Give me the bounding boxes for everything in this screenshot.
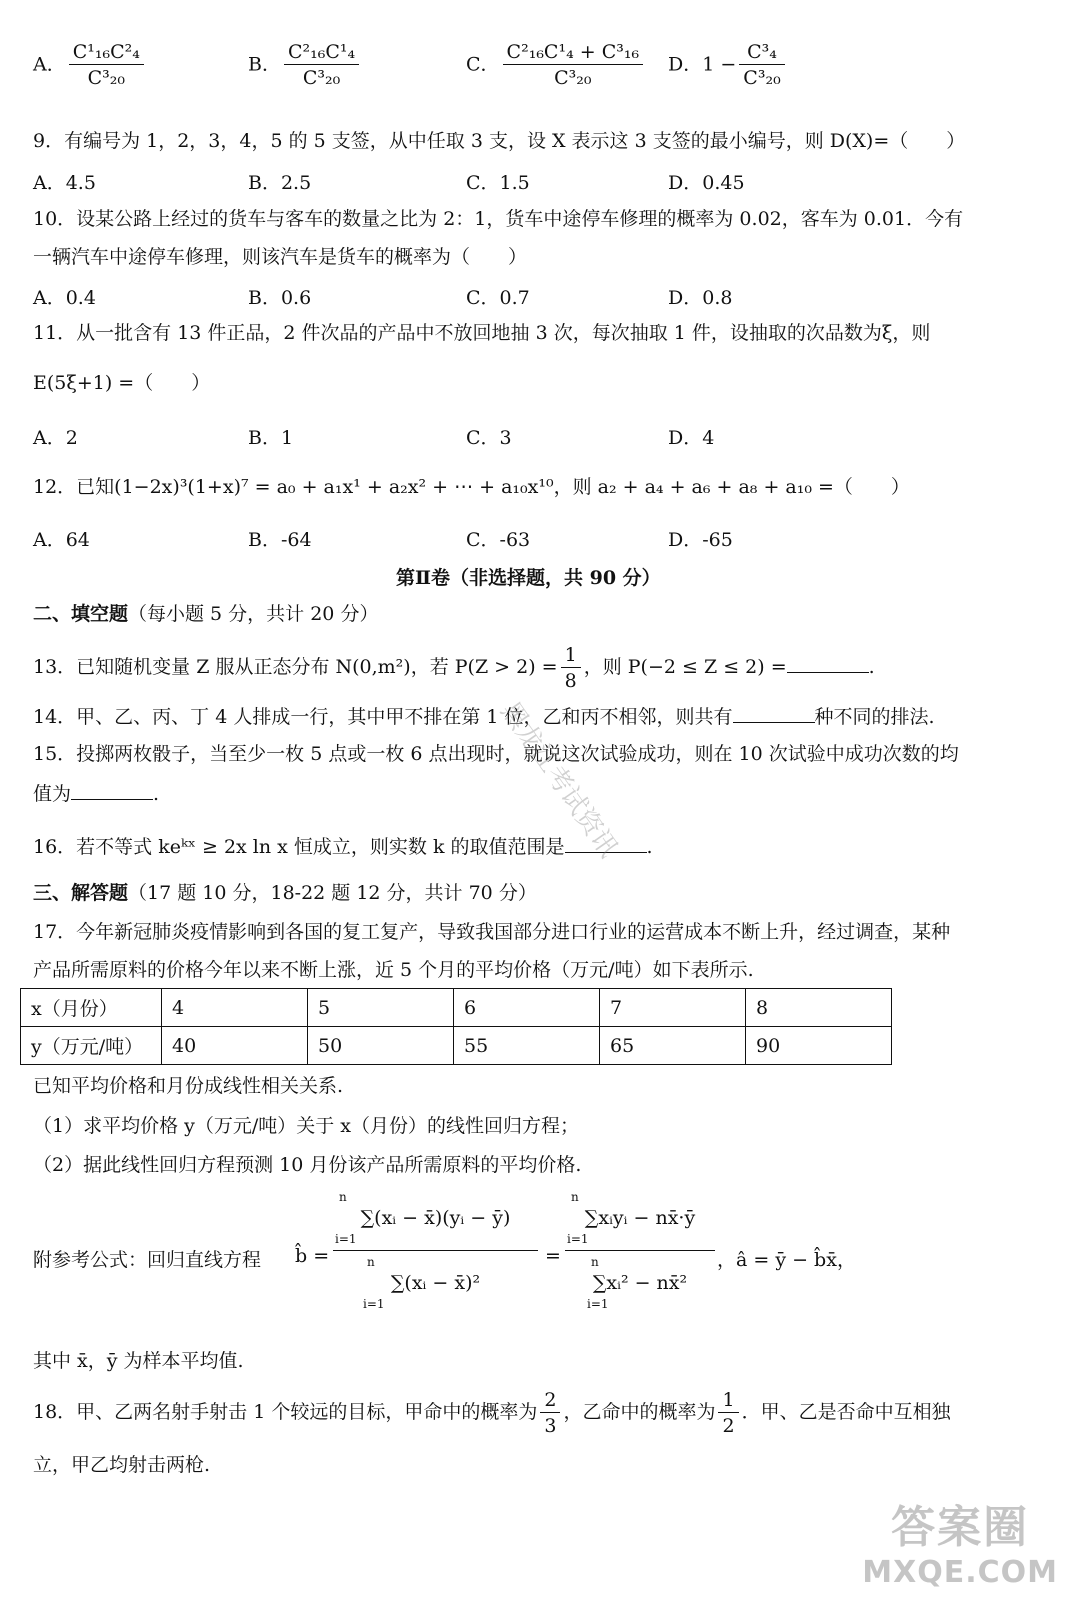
q9-option-b: B．2.5 (248, 172, 312, 194)
q12-option-b: B．-64 (248, 529, 312, 551)
formula-label: 附参考公式：回归直线方程 (33, 1249, 262, 1271)
q13-stem: 13．已知随机变量 Z 服从正态分布 N(0,m²)，若 P(Z > 2) = $\frac{1}{8}$ ，则 P(−2 ≤ Z ≤ 2) = . (33, 643, 875, 692)
table-cell: 90 (746, 1027, 892, 1065)
q8-option-c: C． $\frac{\text{C²₁₆C¹₄ + C³₁₆}}{\text{C³₂₀}}$ (466, 40, 646, 91)
q12-stem: 12．已知(1−2x)³(1+x)⁷ = a₀ + a₁x¹ + a₂x² + ⋯ + a₁₀x¹⁰，则 a₂ + a₄ + a₆ + a₈ + a₁₀ =（ ） (33, 476, 910, 498)
part2-title: 第Ⅱ卷（非选择题，共 90 分） (396, 567, 661, 589)
q9-option-a: A．4.5 (33, 172, 96, 194)
formula-bhat: b̂ = (295, 1245, 330, 1267)
fraction: $\frac{\text{C²₁₆C¹₄}}{\text{C³₂₀}}$ (284, 40, 359, 91)
q11-option-d: D．4 (668, 427, 715, 449)
table-row (21, 1027, 892, 1065)
answer-blank[interactable] (71, 779, 153, 800)
site-logo: 答案圈 MXQE.COM (862, 1502, 1058, 1590)
table-cell: 5 (308, 989, 454, 1027)
formula-fraction-2: n ∑xᵢyᵢ − nx̄·ȳ i=1 n ∑xᵢ² − nx̄² i=1 (565, 1190, 715, 1311)
q10-option-a: A．0.4 (33, 287, 96, 309)
watermark-text: 黑龙江考试资讯 (494, 696, 624, 864)
q9-option-c: C．1.5 (466, 172, 530, 194)
table-cell: 65 (600, 1027, 746, 1065)
q11-option-a: A．2 (33, 427, 78, 449)
table-cell: 55 (454, 1027, 600, 1065)
q8-option-b: B． $\frac{\text{C²₁₆C¹₄}}{\text{C³₂₀}}$ (248, 40, 362, 91)
q14-stem: 14．甲、乙、丙、丁 4 人排成一行，其中甲不排在第 1 位，乙和丙不相邻，则共有 种不同的排法. (33, 702, 1050, 730)
q11-stem-line2: E(5ξ+1) =（ ） (33, 372, 211, 394)
q8-option-a (33, 40, 147, 91)
q11-stem-line1: 11．从一批含有 13 件正品，2 件次品的产品中不放回地抽 3 次，每次抽取 1 件，设抽取的次品数为ξ，则 (33, 322, 931, 344)
q15-stem-line1: 15．投掷两枚骰子，当至少一枚 5 点或一枚 6 点出现时，就说这次试验成功，则在 10 次试验中成功次数的均 (33, 743, 959, 765)
q10-option-d: D．0.8 (668, 287, 733, 309)
q8-option-d: D．1 − $\frac{\text{C³₄}}{\text{C³₂₀}}$ (668, 40, 788, 91)
table-cell: 7 (600, 989, 746, 1027)
q17-stem-line3: 已知平均价格和月份成线性相关关系. (33, 1075, 344, 1097)
table-row (21, 989, 892, 1027)
table-header-cell: y（万元/吨） (21, 1027, 162, 1065)
table-cell: 4 (162, 989, 308, 1027)
q12-option-c: C．-63 (466, 529, 531, 551)
q9-stem: 9．有编号为 1，2，3，4，5 的 5 支签，从中任取 3 支，设 X 表示这 3 支签的最小编号，则 D(X)=（ ） (33, 130, 966, 152)
q15-stem-line2: 值为 . (33, 779, 1050, 807)
q10-option-c: C．0.7 (466, 287, 530, 309)
q10-stem-line2: 一辆汽车中途停车修理，则该汽车是货车的概率为（ ） (33, 246, 528, 268)
q12-option-d: D．-65 (668, 529, 733, 551)
q17-data-table (20, 988, 892, 1065)
fraction: $\frac{\text{C¹₁₆C²₄}}{\text{C³₂₀}}$ (69, 40, 144, 91)
section2-heading: 二、填空题（每小题 5 分，共计 20 分） (33, 603, 379, 625)
table-header-cell: x（月份） (21, 989, 162, 1027)
formula-ahat: ，â = ȳ − b̂x̄， (717, 1249, 856, 1271)
q17-subquestion-1: （1）求平均价格 y（万元/吨）关于 x（月份）的线性回归方程； (33, 1115, 580, 1137)
q17-note: 其中 x̄，ȳ 为样本平均值. (33, 1350, 244, 1372)
q17-stem-line1: 17．今年新冠肺炎疫情影响到各国的复工复产，导致我国部分进口行业的运营成本不断上升，经过调查，某种 (33, 921, 951, 943)
q9-option-d: D．0.45 (668, 172, 745, 194)
q11-option-b: B．1 (248, 427, 294, 449)
fraction: $\frac{\text{C³₄}}{\text{C³₂₀}}$ (739, 40, 784, 91)
q12-option-a: A．64 (33, 529, 90, 551)
q17-subquestion-2: （2）据此线性回归方程预测 10 月份该产品所需原料的平均价格. (33, 1154, 582, 1176)
formula-fraction-1: n ∑(xᵢ − x̄)(yᵢ − ȳ) i=1 n ∑(xᵢ − x̄)² i=1 (333, 1190, 538, 1311)
fraction: $\frac{1}{8}$ (561, 643, 581, 694)
answer-blank[interactable] (787, 652, 869, 673)
fraction: $\frac{1}{2}$ (718, 1388, 738, 1439)
q10-option-b: B．0.6 (248, 287, 312, 309)
answer-blank[interactable] (733, 702, 815, 723)
q16-stem: 16．若不等式 keᵏˣ ≥ 2x ln x 恒成立，则实数 k 的取值范围是 . (33, 832, 1050, 860)
option-label: A． (33, 53, 66, 76)
table-cell: 40 (162, 1027, 308, 1065)
fraction-bar (565, 1250, 715, 1251)
section3-heading: 三、解答题（17 题 10 分，18-22 题 12 分，共计 70 分） (33, 882, 537, 904)
table-cell: 8 (746, 989, 892, 1027)
fraction: $\frac{2}{3}$ (540, 1388, 560, 1439)
table-cell: 50 (308, 1027, 454, 1065)
fraction-bar (333, 1250, 538, 1251)
q11-option-c: C．3 (466, 427, 512, 449)
q17-stem-line2: 产品所需原料的价格今年以来不断上涨，近 5 个月的平均价格（万元/吨）如下表所示. (33, 959, 754, 981)
q18-stem-line1: 18．甲、乙两名射手射击 1 个较远的目标，甲命中的概率为 $\frac{2}{3}$ ，乙命中的概率为 $\frac{1}{2}$ ．甲、乙是否命中互相独 (33, 1388, 951, 1437)
q10-stem-line1: 10．设某公路上经过的货车与客车的数量之比为 2：1，货车中途停车修理的概率为 0.02，客车为 0.01．今有 (33, 208, 964, 230)
table-cell: 6 (454, 989, 600, 1027)
fraction: $\frac{\text{C²₁₆C¹₄ + C³₁₆}}{\text{C³₂₀}}$ (503, 40, 644, 91)
q18-stem-line2: 立，甲乙均射击两枪. (33, 1454, 211, 1476)
regression-formula: 附参考公式：回归直线方程 b̂ = n ∑(xᵢ − x̄)(yᵢ − ȳ) i=1 n ∑(xᵢ − x̄)² i=1 = n ∑xᵢyᵢ − nx̄·ȳ i=1 n ∑xᵢ² − nx̄² i=1 ，â = ȳ − b̂x̄， (33, 1190, 856, 1311)
